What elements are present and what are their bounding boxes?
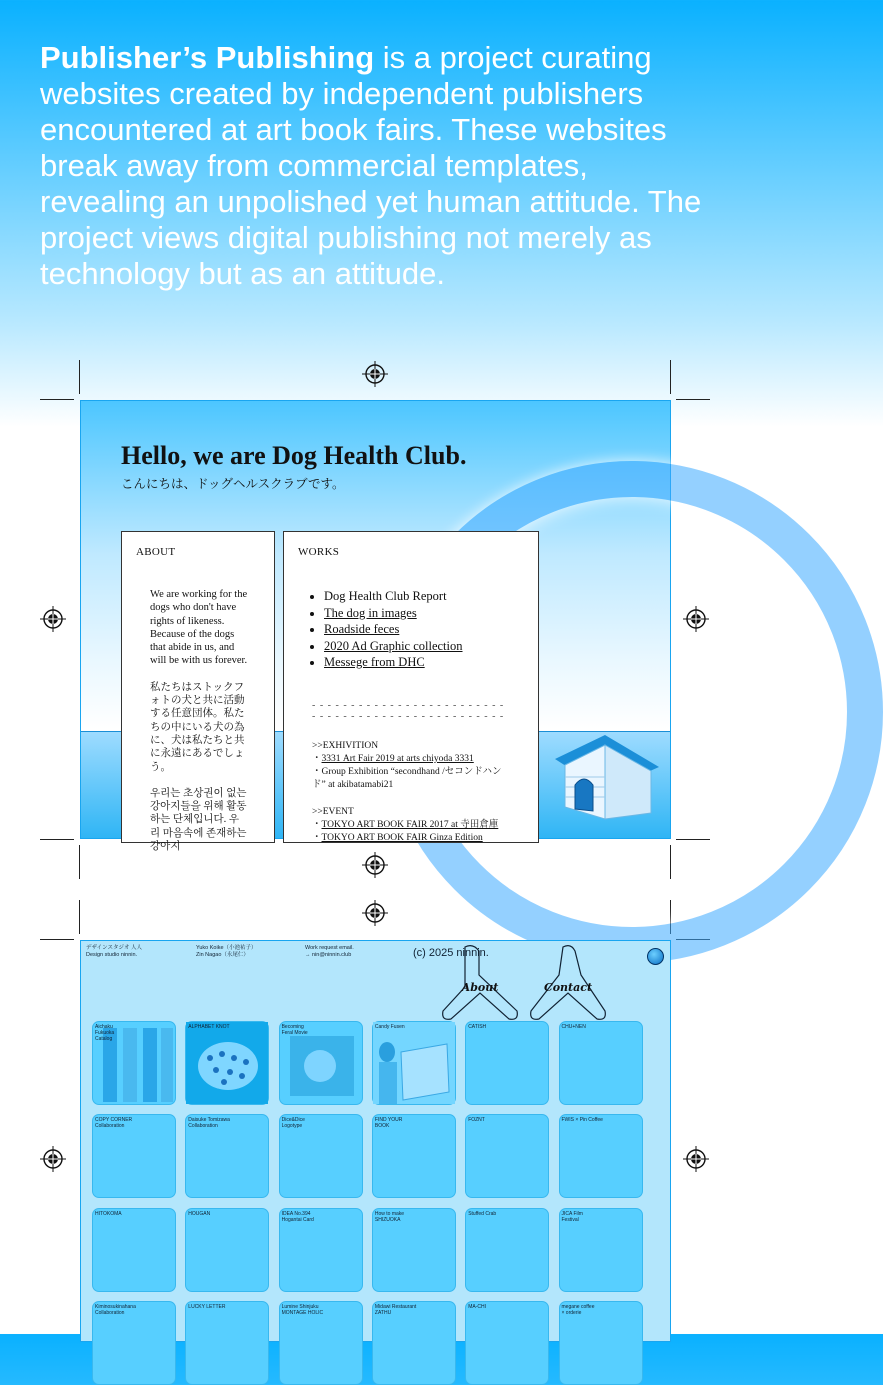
project-tile-label: CATISH	[468, 1024, 487, 1030]
project-tile[interactable]	[92, 1301, 176, 1385]
registration-mark-icon	[362, 900, 388, 926]
event-heading: >>EVENT	[312, 807, 354, 817]
about-text-kr: 우리는 초상권이 없는 강아지들을 위해 활동하는 단체입니다. 우리 마음속에 존재하는 강아지	[150, 787, 247, 853]
about-panel[interactable]	[121, 531, 275, 853]
about-text-en: We are working for the dogs who don't have rights of likeness. Because of the dogs that abide in us, and will be with us forever.	[150, 589, 248, 667]
project-tile-label: JICA Film Festival	[561, 1210, 583, 1223]
project-tile[interactable]	[279, 1114, 363, 1198]
nav-contact-label: Contact	[543, 981, 593, 994]
works-panel[interactable]	[283, 531, 539, 843]
registration-mark-icon	[362, 361, 388, 387]
registration-mark-icon	[683, 1146, 709, 1172]
site-title: Hello, we are Dog Health Club.	[121, 441, 467, 470]
studio-name: デザインスタジオ 人人 Design studio ninnin.	[86, 945, 142, 958]
project-thumbnail-image	[373, 1022, 455, 1104]
project-tile[interactable]	[279, 1301, 363, 1385]
crop-mark	[40, 839, 74, 840]
event-link[interactable]: TOKYO ART BOOK FAIR 2017 at 寺田倉庫	[321, 820, 499, 830]
project-tile[interactable]	[279, 1021, 363, 1105]
project-tile-label: COPY CORNER Collaboration	[95, 1117, 133, 1130]
dashed-divider: - - - - - - - - - - - - - - - - - - - - - - - - - - - - - - - - - - - - - - - - - - - - - - - - - -	[312, 700, 505, 722]
event-link[interactable]: TOKYO ART BOOK FAIR Ginza Edition	[321, 833, 483, 843]
project-tile-label: Dice&Dice Logotype	[281, 1117, 305, 1130]
menu-dot-button[interactable]	[647, 948, 664, 965]
exhibition-section	[312, 740, 512, 792]
work-request-email[interactable]: Work request email. → nin@ninnin.club	[305, 945, 354, 958]
registration-mark-icon	[362, 852, 388, 878]
intro-paragraph	[40, 40, 720, 292]
project-tile[interactable]	[185, 1208, 269, 1292]
site-subtitle: こんにちは、ドッグヘルスクラブです。	[121, 477, 345, 491]
event-section	[312, 806, 512, 845]
project-tile[interactable]	[92, 1208, 176, 1292]
project-tile-label: Lumine Shinjuku MONTAGE HOLIC	[281, 1303, 324, 1316]
project-tile[interactable]	[372, 1301, 456, 1385]
project-tile[interactable]	[559, 1208, 643, 1292]
project-tile[interactable]	[279, 1208, 363, 1292]
project-tile[interactable]	[372, 1114, 456, 1198]
project-tile-label: FOZNT	[468, 1117, 485, 1124]
crop-mark	[40, 399, 74, 400]
nav-contact-button[interactable]	[527, 945, 609, 1023]
crop-mark	[79, 360, 80, 394]
project-tile[interactable]	[372, 1021, 456, 1105]
project-tile[interactable]	[465, 1114, 549, 1198]
project-tile-label: Stuffed Crab	[468, 1210, 497, 1217]
works-list	[324, 588, 463, 671]
crop-mark	[79, 845, 80, 879]
project-tile-label: How to make SHIZUOKA	[374, 1210, 405, 1223]
project-tile-label: Candy Fusen	[374, 1024, 405, 1030]
website-preview-dog-health-club[interactable]	[80, 400, 671, 853]
dog-house-icon	[547, 731, 663, 826]
works-heading: WORKS	[298, 546, 340, 558]
studio-members: Yuko Koike（小池祐子） Zin Nagao（永尾仁）	[196, 945, 257, 958]
event-item[interactable]: ・TOKYO ART BOOK FAIR Ginza Edition	[312, 833, 483, 843]
crop-mark	[40, 939, 74, 940]
project-tile-label: MA-CHI	[468, 1303, 486, 1310]
project-tile[interactable]	[559, 1114, 643, 1198]
intro-text: is a project curating websites created by independent publishers encountered at art book fairs. These websites break away from commercial templates, revealing an unpolished yet human attitude. The project views digital publishing not merely as technology but as an attitude.	[40, 40, 702, 291]
project-tile-label: Becoming Feral Movie	[281, 1024, 308, 1036]
project-tile-label: HOUGAN	[188, 1210, 211, 1217]
project-tile-label: FIND YOUR BOOK	[374, 1117, 403, 1130]
registration-mark-icon	[40, 606, 66, 632]
about-text-jp: 私たちはストックフォトの犬と共に活動する任意団体。私たちの中にいる犬の為に、犬は私たちと共に永遠にあるでしょう。	[150, 681, 245, 773]
project-tile[interactable]	[185, 1114, 269, 1198]
project-tile[interactable]	[465, 1021, 549, 1105]
project-tile[interactable]	[465, 1301, 549, 1385]
project-tile-label: FWIS × Pin Coffee	[561, 1117, 603, 1124]
project-thumbnail-image	[186, 1022, 268, 1104]
intro-bold-title: Publisher’s Publishing	[40, 40, 375, 75]
works-item: • Dog Health Club Report	[324, 588, 463, 605]
project-tile-label: Daisuke Tomizawa Collaboration	[188, 1117, 230, 1130]
project-tile[interactable]	[185, 1021, 269, 1105]
project-tile-label: IDEA No.394 Hogantai Card	[281, 1210, 314, 1223]
crop-mark	[670, 360, 671, 394]
crop-mark	[676, 399, 710, 400]
project-tile[interactable]	[92, 1114, 176, 1198]
project-tile-label: LUCKY LETTER	[188, 1303, 226, 1310]
event-item[interactable]: ・TOKYO ART BOOK FAIR 2017 at 寺田倉庫	[312, 820, 499, 830]
project-tile[interactable]	[465, 1208, 549, 1292]
works-link[interactable]: • 2020 Ad Graphic collection	[324, 638, 463, 655]
project-tile-label: HITOKOMA	[95, 1210, 122, 1217]
project-tile[interactable]	[559, 1021, 643, 1105]
about-heading: ABOUT	[136, 546, 176, 558]
project-tile[interactable]	[92, 1021, 176, 1105]
works-link[interactable]: • Messege from DHC	[324, 654, 463, 671]
registration-mark-icon	[40, 1146, 66, 1172]
exhibition-item[interactable]: ・3331 Art Fair 2019 at arts chiyoda 3331	[312, 754, 474, 764]
about-text	[150, 588, 248, 866]
works-link[interactable]: • Roadside feces	[324, 621, 463, 638]
project-tile-label: Midawi Restaurant ZATHU	[374, 1303, 417, 1316]
nav-about-label: About	[461, 981, 499, 994]
crop-mark	[79, 900, 80, 934]
project-tile-label: CHU+NEN	[561, 1024, 586, 1030]
project-tile[interactable]	[559, 1301, 643, 1385]
project-tile-label: megane coffee × orderie	[561, 1303, 595, 1316]
project-tile-label: ALPHABET KNOT	[188, 1024, 230, 1030]
project-tile[interactable]	[185, 1301, 269, 1385]
exhibition-item: ・Group Exhibition “secondhand /セコンドハンド” at akibatamabi21	[312, 767, 502, 790]
project-tile[interactable]	[372, 1208, 456, 1292]
copyright: (c) 2025 ninnin.	[413, 947, 489, 959]
exhibition-heading: >>EXHIVITION	[312, 741, 379, 751]
website-preview-ninnin[interactable]	[80, 940, 671, 1342]
project-tile-label: Kiminosukinahana Collaboration	[95, 1303, 136, 1316]
project-tile-label: Aichaku Fukuoka Catalog	[95, 1024, 115, 1042]
works-link[interactable]: • The dog in images	[324, 605, 463, 622]
nav-about-button[interactable]	[439, 945, 521, 1023]
exhibition-link[interactable]: 3331 Art Fair 2019 at arts chiyoda 3331	[321, 754, 474, 764]
